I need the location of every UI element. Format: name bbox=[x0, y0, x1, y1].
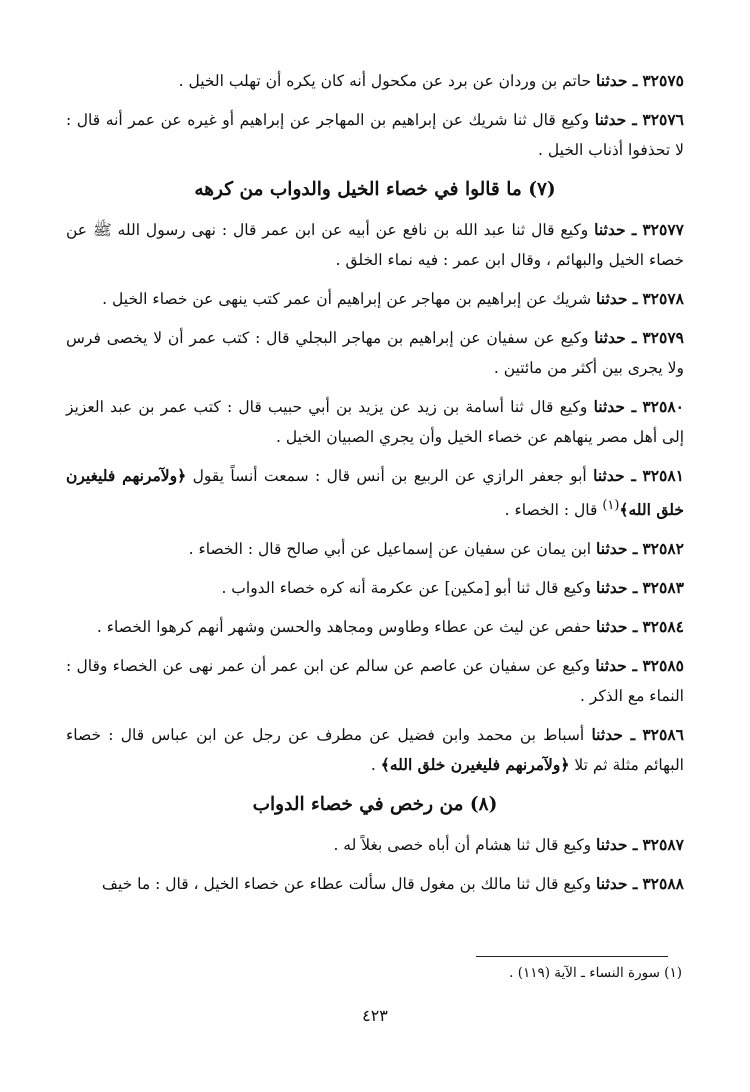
quran-verse: ﴿ولآمرنهم فليغيرن خلق الله﴾ bbox=[380, 755, 570, 775]
hadith-number: ٣٢٥٨٢ bbox=[642, 539, 684, 559]
hadith-text: وكيع عن سفيان عن إبراهيم بن مهاجر البجلي قال : كتب عمر أن لا يخصى فرس ولا يجرى بين أكثر من مائتين . bbox=[66, 329, 684, 377]
hadith-entry bbox=[66, 612, 684, 642]
hadith-lead: ـ حدثنا bbox=[594, 110, 637, 129]
hadith-text: شريك عن إبراهيم بن مهاجر عن إبراهيم أن عمر كتب ينهى عن خصاء الخيل . bbox=[102, 290, 597, 308]
hadith-lead: ـ حدثنا bbox=[596, 578, 638, 598]
footnote-divider bbox=[476, 956, 668, 957]
quran-verse: ﴿ولآمرنهم فليغيرن خلق الله﴾ bbox=[66, 466, 684, 520]
footnote: (١) سورة النساء ـ الآية (١١٩) . bbox=[509, 965, 682, 981]
hadith-number: ٣٢٥٧٥ bbox=[642, 71, 684, 90]
hadith-entry bbox=[66, 651, 684, 711]
hadith-entry bbox=[66, 215, 684, 275]
page-number: ٤٢٣ bbox=[362, 1006, 388, 1025]
hadith-text: وكيع قال ثنا أبو [مكين] عن عكرمة أنه كره خصاء الدواب . bbox=[221, 579, 597, 598]
hadith-number: ٣٢٥٨٦ bbox=[642, 725, 684, 745]
hadith-lead: ـ حدثنا bbox=[596, 835, 638, 855]
hadith-entry bbox=[66, 573, 684, 603]
hadith-entry bbox=[66, 461, 684, 525]
hadith-lead: ـ حدثنا bbox=[593, 466, 636, 485]
hadith-number: ٣٢٥٨٤ bbox=[642, 617, 684, 637]
hadith-lead: ـ حدثنا bbox=[596, 539, 638, 559]
hadith-number: ٣٢٥٧٦ bbox=[642, 110, 685, 129]
hadith-entry bbox=[66, 392, 684, 452]
hadith-lead: ـ حدثنا bbox=[596, 874, 638, 894]
section-heading: (٧) ما قالوا في خصاء الخيل والدواب من كرهه bbox=[194, 179, 556, 200]
hadith-text: وكيع قال ثنا أسامة بن زيد عن يزيد بن أبي حبيب قال : كتب عمر بن عبد العزيز إلى أهل مصر ينهاهم عن خصاء الخيل وأن يجري الصبيان الخيل . bbox=[66, 398, 684, 446]
footnote-ref: (١) bbox=[602, 498, 620, 513]
hadith-number: ٣٢٥٧٩ bbox=[642, 328, 684, 347]
hadith-number: ٣٢٥٨١ bbox=[642, 466, 685, 485]
hadith-entry bbox=[66, 720, 684, 780]
hadith-entry bbox=[66, 869, 684, 899]
hadith-text: أسباط بن محمد وابن فضيل عن مطرف عن رجل عن ابن عباس قال : خصاء البهائم مثلة ثم تلا bbox=[66, 726, 684, 775]
hadith-text: وكيع قال ثنا شريك عن إبراهيم بن المهاجر عن إبراهيم أو غيره عن عمر أنه قال : لا تحذفوا أذناب الخيل . bbox=[66, 111, 684, 159]
hadith-lead: ـ حدثنا bbox=[594, 328, 637, 347]
hadith-entry bbox=[66, 284, 684, 314]
hadith-number: ٣٢٥٨٥ bbox=[642, 656, 684, 676]
hadith-number: ٣٢٥٨٣ bbox=[642, 578, 684, 598]
hadith-lead: ـ حدثنا bbox=[596, 617, 638, 637]
hadith-tail: قال : الخصاء . bbox=[504, 501, 603, 520]
hadith-entry bbox=[66, 105, 684, 165]
hadith-text: ابن يمان عن سفيان عن إسماعيل عن أبي صالح قال : الخصاء . bbox=[188, 540, 597, 559]
hadith-text: وكيع قال ثنا مالك بن مغول قال سألت عطاء عن خصاء الخيل ، قال : ما خيف bbox=[101, 875, 597, 894]
hadith-number: ٣٢٥٨٠ bbox=[642, 397, 684, 416]
hadith-text: وكيع عن سفيان عن عاصم عن سالم عن ابن عمر أن عمر نهى عن الخصاء وقال : النماء مع الذكر . bbox=[66, 657, 684, 706]
hadith-number: ٣٢٥٨٧ bbox=[642, 835, 684, 855]
hadith-entry bbox=[66, 534, 684, 564]
hadith-number: ٣٢٥٧٨ bbox=[642, 289, 684, 308]
hadith-lead: ـ حدثنا bbox=[596, 289, 638, 308]
hadith-entry bbox=[66, 323, 684, 383]
hadith-tail: . bbox=[370, 756, 381, 775]
hadith-entry bbox=[66, 66, 684, 96]
hadith-number: ٣٢٥٨٨ bbox=[642, 874, 684, 894]
page-body bbox=[66, 66, 684, 908]
hadith-text: حاتم بن وردان عن برد عن مكحول أنه كان يكره أن تهلب الخيل . bbox=[178, 72, 597, 90]
section-heading: (٨) من رخص في خصاء الدواب bbox=[252, 794, 498, 816]
hadith-text: وكيع قال ثنا عبد الله بن نافع عن أبيه عن ابن عمر قال : نهى رسول الله ﷺ عن خصاء الخيل والبهائم ، وقال ابن عمر : فيه نماء الخلق . bbox=[66, 221, 684, 269]
hadith-lead: ـ حدثنا bbox=[596, 71, 638, 90]
hadith-number: ٣٢٥٧٧ bbox=[642, 220, 684, 239]
hadith-text: حفص عن ليث عن عطاء وطاوس ومجاهد والحسن وشهر أنهم كرهوا الخصاء . bbox=[96, 618, 597, 637]
hadith-entry bbox=[66, 830, 684, 860]
hadith-lead: ـ حدثنا bbox=[594, 220, 637, 239]
hadith-lead: ـ حدثنا bbox=[591, 725, 636, 745]
hadith-lead: ـ حدثنا bbox=[595, 656, 638, 676]
hadith-lead: ـ حدثنا bbox=[593, 397, 637, 416]
hadith-text: أبو جعفر الرازي عن الربيع بن أنس قال : سمعت أنساً يقول bbox=[186, 467, 594, 485]
hadith-text: وكيع قال ثنا هشام أن أباه خصى بغلاً له . bbox=[333, 836, 597, 855]
